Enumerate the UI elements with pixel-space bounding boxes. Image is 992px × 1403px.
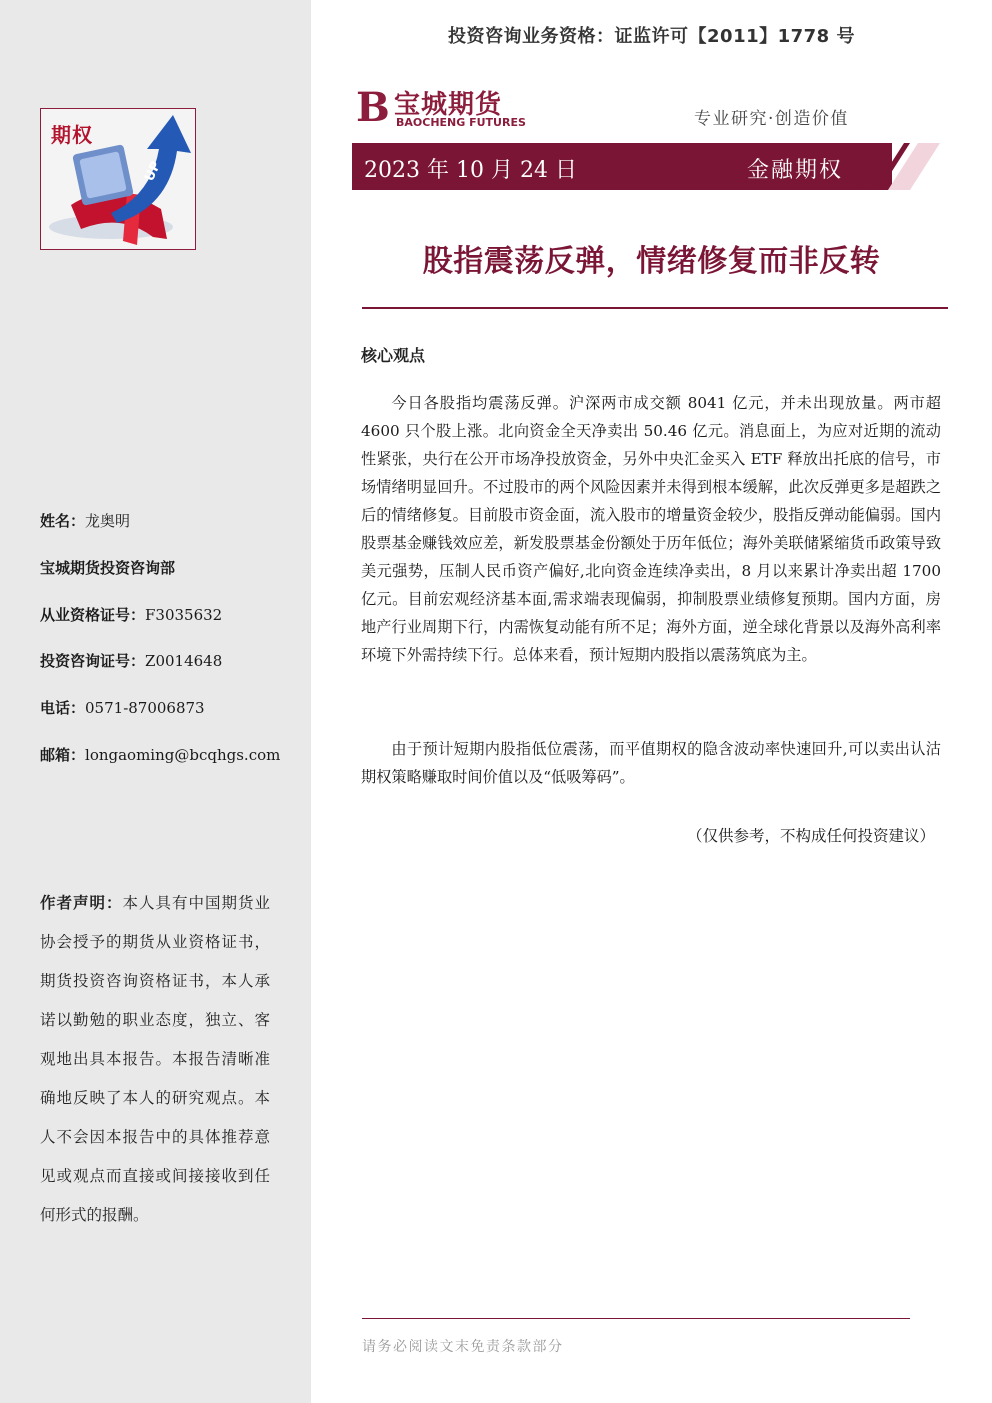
brand-name-en: BAOCHENG FUTURES — [396, 116, 526, 129]
title-divider — [362, 307, 948, 309]
sidebar — [0, 0, 311, 1403]
report-date: 2023 年 10 月 24 日 — [364, 158, 577, 183]
date-banner — [352, 143, 892, 190]
logo-word: 期权 — [51, 123, 93, 147]
license-line: 投资咨询业务资格：证监许可【2011】1778 号 — [448, 26, 855, 47]
brand-name-cn: 宝城期货 — [394, 90, 503, 120]
author-email: 邮箱：longaoming@bcqhgs.com — [40, 746, 281, 764]
author-phone: 电话：0571-87006873 — [40, 699, 205, 717]
author-name: 姓名：龙奥明 — [40, 512, 131, 530]
body-paragraph: 今日各股指均震荡反弹。沪深两市成交额 8041 亿元，并未出现放量。两市超 4600 只个股上涨。北向资金全天净卖出 50.46 亿元。消息面上，为应对近期的流动性紧张，央行在公开市场净投放资金，另外中央汇金买入 ETF 释放出托底的信号，市场情绪明显回升。不过股市的两个风险因素并未得到根本缓解，此次反弹更多是超跌之后的情绪修复。目前股市资金面，流入股市的增量资金较少，股指反弹动能偏弱。国内股票基金赚钱效应差，新发股票基金份额处于历年低位；海外美联储紧缩货币政策导致美元强势，压制人民币资产偏好,北向资金连续净卖出，8 月以来累计净卖出超 1700 亿元。目前宏观经济基本面,需求端表现偏弱，抑制股票业绩修复预期。国内方面，房地产行业周期下行，内需恢复动能有所不足；海外方面，逆全球化背景以及海外高利率环境下外需持续下行。总体来看，预计短期内股指以震荡筑底为主。 — [361, 394, 941, 664]
author-disclaimer: 作者声明：本人具有中国期货业协会授予的期货从业资格证书，期货投资咨询资格证书，本人承诺以勤勉的职业态度，独立、客观地出具本报告。本报告清晰准确地反映了本人的研究观点。本人不会因本报告中的具体推荐意见或观点而直接或间接接收到任何形式的报酬。 — [40, 894, 270, 1224]
author-qualification-id: 从业资格证号：F3035632 — [40, 606, 223, 624]
footer-divider — [362, 1318, 910, 1319]
reference-note: （仅供参考，不构成任何投资建议） — [686, 827, 935, 845]
brand-mark-icon: B — [356, 84, 390, 131]
body-paragraph: 由于预计短期内股指低位震荡，而平值期权的隐含波动率快速回升,可以卖出认沽期权策略赚取时间价值以及“低吸筹码”。 — [361, 740, 941, 786]
author-department: 宝城期货投资咨询部 — [40, 559, 176, 577]
footer-notice: 请务必阅读文末免责条款部分 — [362, 1339, 564, 1355]
section-heading: 核心观点 — [361, 346, 426, 365]
slogan: 专业研究·创造价值 — [694, 109, 849, 129]
report-category: 金融期权 — [747, 158, 844, 183]
options-logo-image — [40, 108, 196, 250]
svg-text:UP: UP — [142, 159, 165, 184]
report-title: 股指震荡反弹，情绪修复而非反转 — [422, 244, 881, 279]
author-consulting-id: 投资咨询证号：Z0014648 — [40, 652, 223, 670]
banner-stripes-icon — [860, 143, 942, 190]
